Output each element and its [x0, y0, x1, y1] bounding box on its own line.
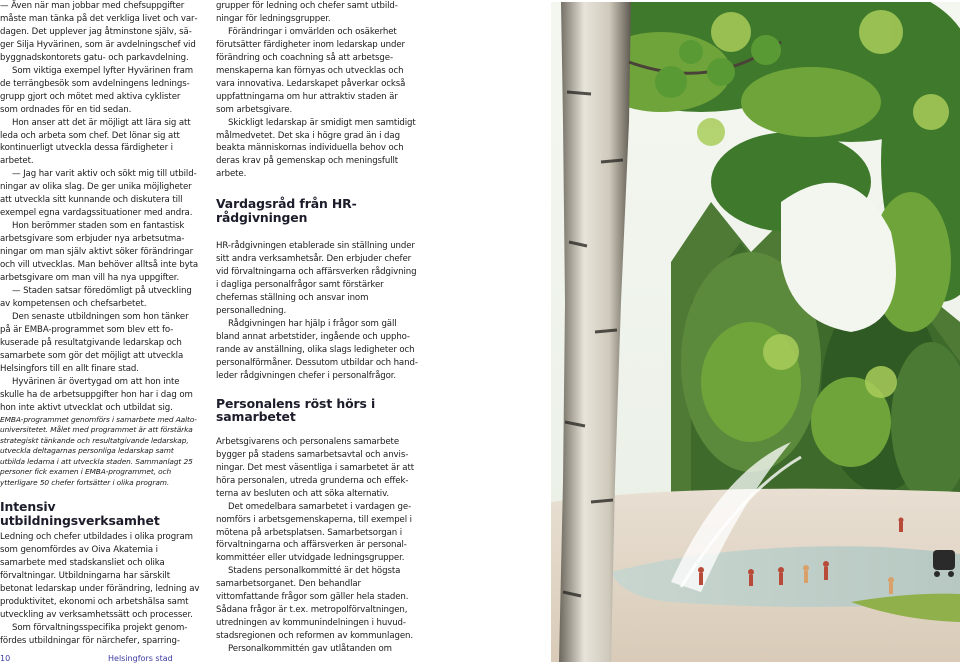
body-paragraph: Hon berömmer staden som en fantastisk arbetsgivare som erbjuder nya arbetsutmaningar om man själv aktivt söker förändringar och vill utvecklas. Man behöver alltså inte byta arbetsgivare om man vill ha nya uppgifter. — [0, 221, 199, 284]
text-column-left — [0, 0, 200, 648]
publication-title: Helsingfors stad — [108, 654, 173, 663]
page-number: 10 — [0, 654, 11, 663]
section-heading-intensive-training: Intensiv utbildningsverksamhet — [0, 499, 160, 528]
body-paragraph: Skickligt ledarskap är smidigt men samtidigt målmedvetet. Det ska i högre grad än i dag beakta människornas individuella behov och deras krav på gemenskap och meningsfullt arbete. — [216, 117, 416, 180]
section-heading-hr-advice: Vardagsråd från HR-rådgivningen — [216, 196, 357, 225]
body-paragraph: Arbetsgivarens och personalens samarbete bygger på stadens samarbetsavtal och anvisningar. Det mest väsentliga i samarbetet är att höra personalen, utreda grunderna och effekterna av besluten och att söka alternativ. — [216, 436, 414, 499]
emba-caption: EMBA-programmet genomförs i samarbete med Aalto-universitetet. Målet med programmet är att förstärka strategiskt tänkande och resultatgivande ledarskap, utveckla deltagarnas personliga ledarskap samt utbilda ledarna i att utveckla staden. Sammanlagt 25 personer fick examen i EMBA-programmet, och ytterligare 50 chefer fortsätter i olika program. — [0, 414, 197, 487]
body-paragraph: — Staden satsar föredömligt på utveckling av kompetensen och chefsarbetet. — [0, 285, 192, 309]
body-paragraph: Som förvaltningsspecifika projekt genomfördes utbildningar för närchefer, sparring- — [0, 622, 188, 646]
body-paragraph: HR-rådgivningen etablerade sin ställning under sitt andra verksamhetsår. Den erbjuder chefer vid förvaltningarna och affärsverken rådgivning i dagliga personalfrågor samt förstärker chefernas ställning och ansvar inom personalledning. — [216, 241, 417, 317]
body-paragraph: Ledning och chefer utbildades i olika program som genomfördes av Oiva Akatemia i samarbete med stadskansliet och olika förvaltningar. Utbildningarna har särskilt betonat ledarskap under förändring, ledning av produktivitet, ekonomi och arbetshälsa samt utveckling av verksamhetssätt och processer. — [0, 532, 200, 620]
text-column-middle — [216, 0, 418, 656]
body-paragraph: Förändringar i omvärlden och osäkerhet förutsätter färdigheter inom ledarskap under förändring och coachning så att arbetsgemenskaperna kan förnyas och utvecklas och vara innovativa. Ledarskapet påverkar också uppfattningarna om hur attraktiv staden är som arbetsgivare. — [216, 26, 406, 115]
body-paragraph: Den senaste utbildningen som hon tänker på är EMBA-programmet som blev ett fokuserade på resultatgivande ledarskap och samarbete som gör det möjligt att utveckla Helsingfors till en allt finare stad. — [0, 311, 189, 374]
body-paragraph: Rådgivningen har hjälp i frågor som gäll bland annat arbetstider, ingående och upphorande av anställning, olika slags ledigheter och personalförmåner. Dessutom utbildar och handleder rådgivningen chefer i personalfrågor. — [216, 319, 418, 381]
body-paragraph: — Jag har varit aktiv och sökt mig till utbildningar av olika slag. De ger unika möjligheter att utveckla sitt kunnande och diskutera till exempel egna vardagssituationer med andra. — [0, 169, 197, 219]
body-paragraph: Personalkommittén gav utlåtanden om — [228, 644, 392, 655]
beach-park-photo — [551, 2, 960, 662]
body-paragraph: Stadens personalkommitté är det högsta samarbetsorganet. Den behandlar vittomfattande frågor som gäller hela staden. Sådana frågor är t.ex. metropolförvaltningen, utredningen av kommunindelningen i huvudstadsregionen och reformen av kommunlagen. — [216, 566, 414, 642]
section-heading-staff-voice: Personalens röst hörs i samarbetet — [216, 395, 376, 425]
body-paragraph: — Även när man jobbar med chefsuppgifter måste man tänka på det verkliga livet och vardagen. Det upplever jag åtminstone själv, säger Silja Hyvärinen, som är avdelningschef vid byggnadskontorets gatu- och parkavdelning. — [0, 1, 198, 63]
body-paragraph: Hyvärinen är övertygad om att hon inte skulle ha de arbetsuppgifter hon har i dag om hon inte aktivt utvecklat och utbildat sig. — [0, 376, 193, 413]
body-paragraph: Hon anser att det är möjligt att lära sig att leda och arbeta som chef. Det lönar sig att kontinuerligt utveckla dessa färdigheter i arbetet. — [0, 117, 191, 167]
body-paragraph: grupper för ledning och chefer samt utbildningar för ledningsgrupper. — [216, 1, 398, 24]
body-paragraph: Det omedelbara samarbetet i vardagen genomförs i arbetsgemenskaperna, till exempel i mötena på arbetsplatsen. Samarbetsorgan i förvaltningarna och affärsverken är personalkommittéer eller utvidgade ledningsgrupper. — [216, 501, 412, 564]
body-paragraph: Som viktiga exempel lyfter Hyvärinen fram de terrängbesök som avdelningens ledningsgrupp gjort och mötet med aktiva cyklister som ordnades för en tid sedan. — [0, 65, 194, 115]
